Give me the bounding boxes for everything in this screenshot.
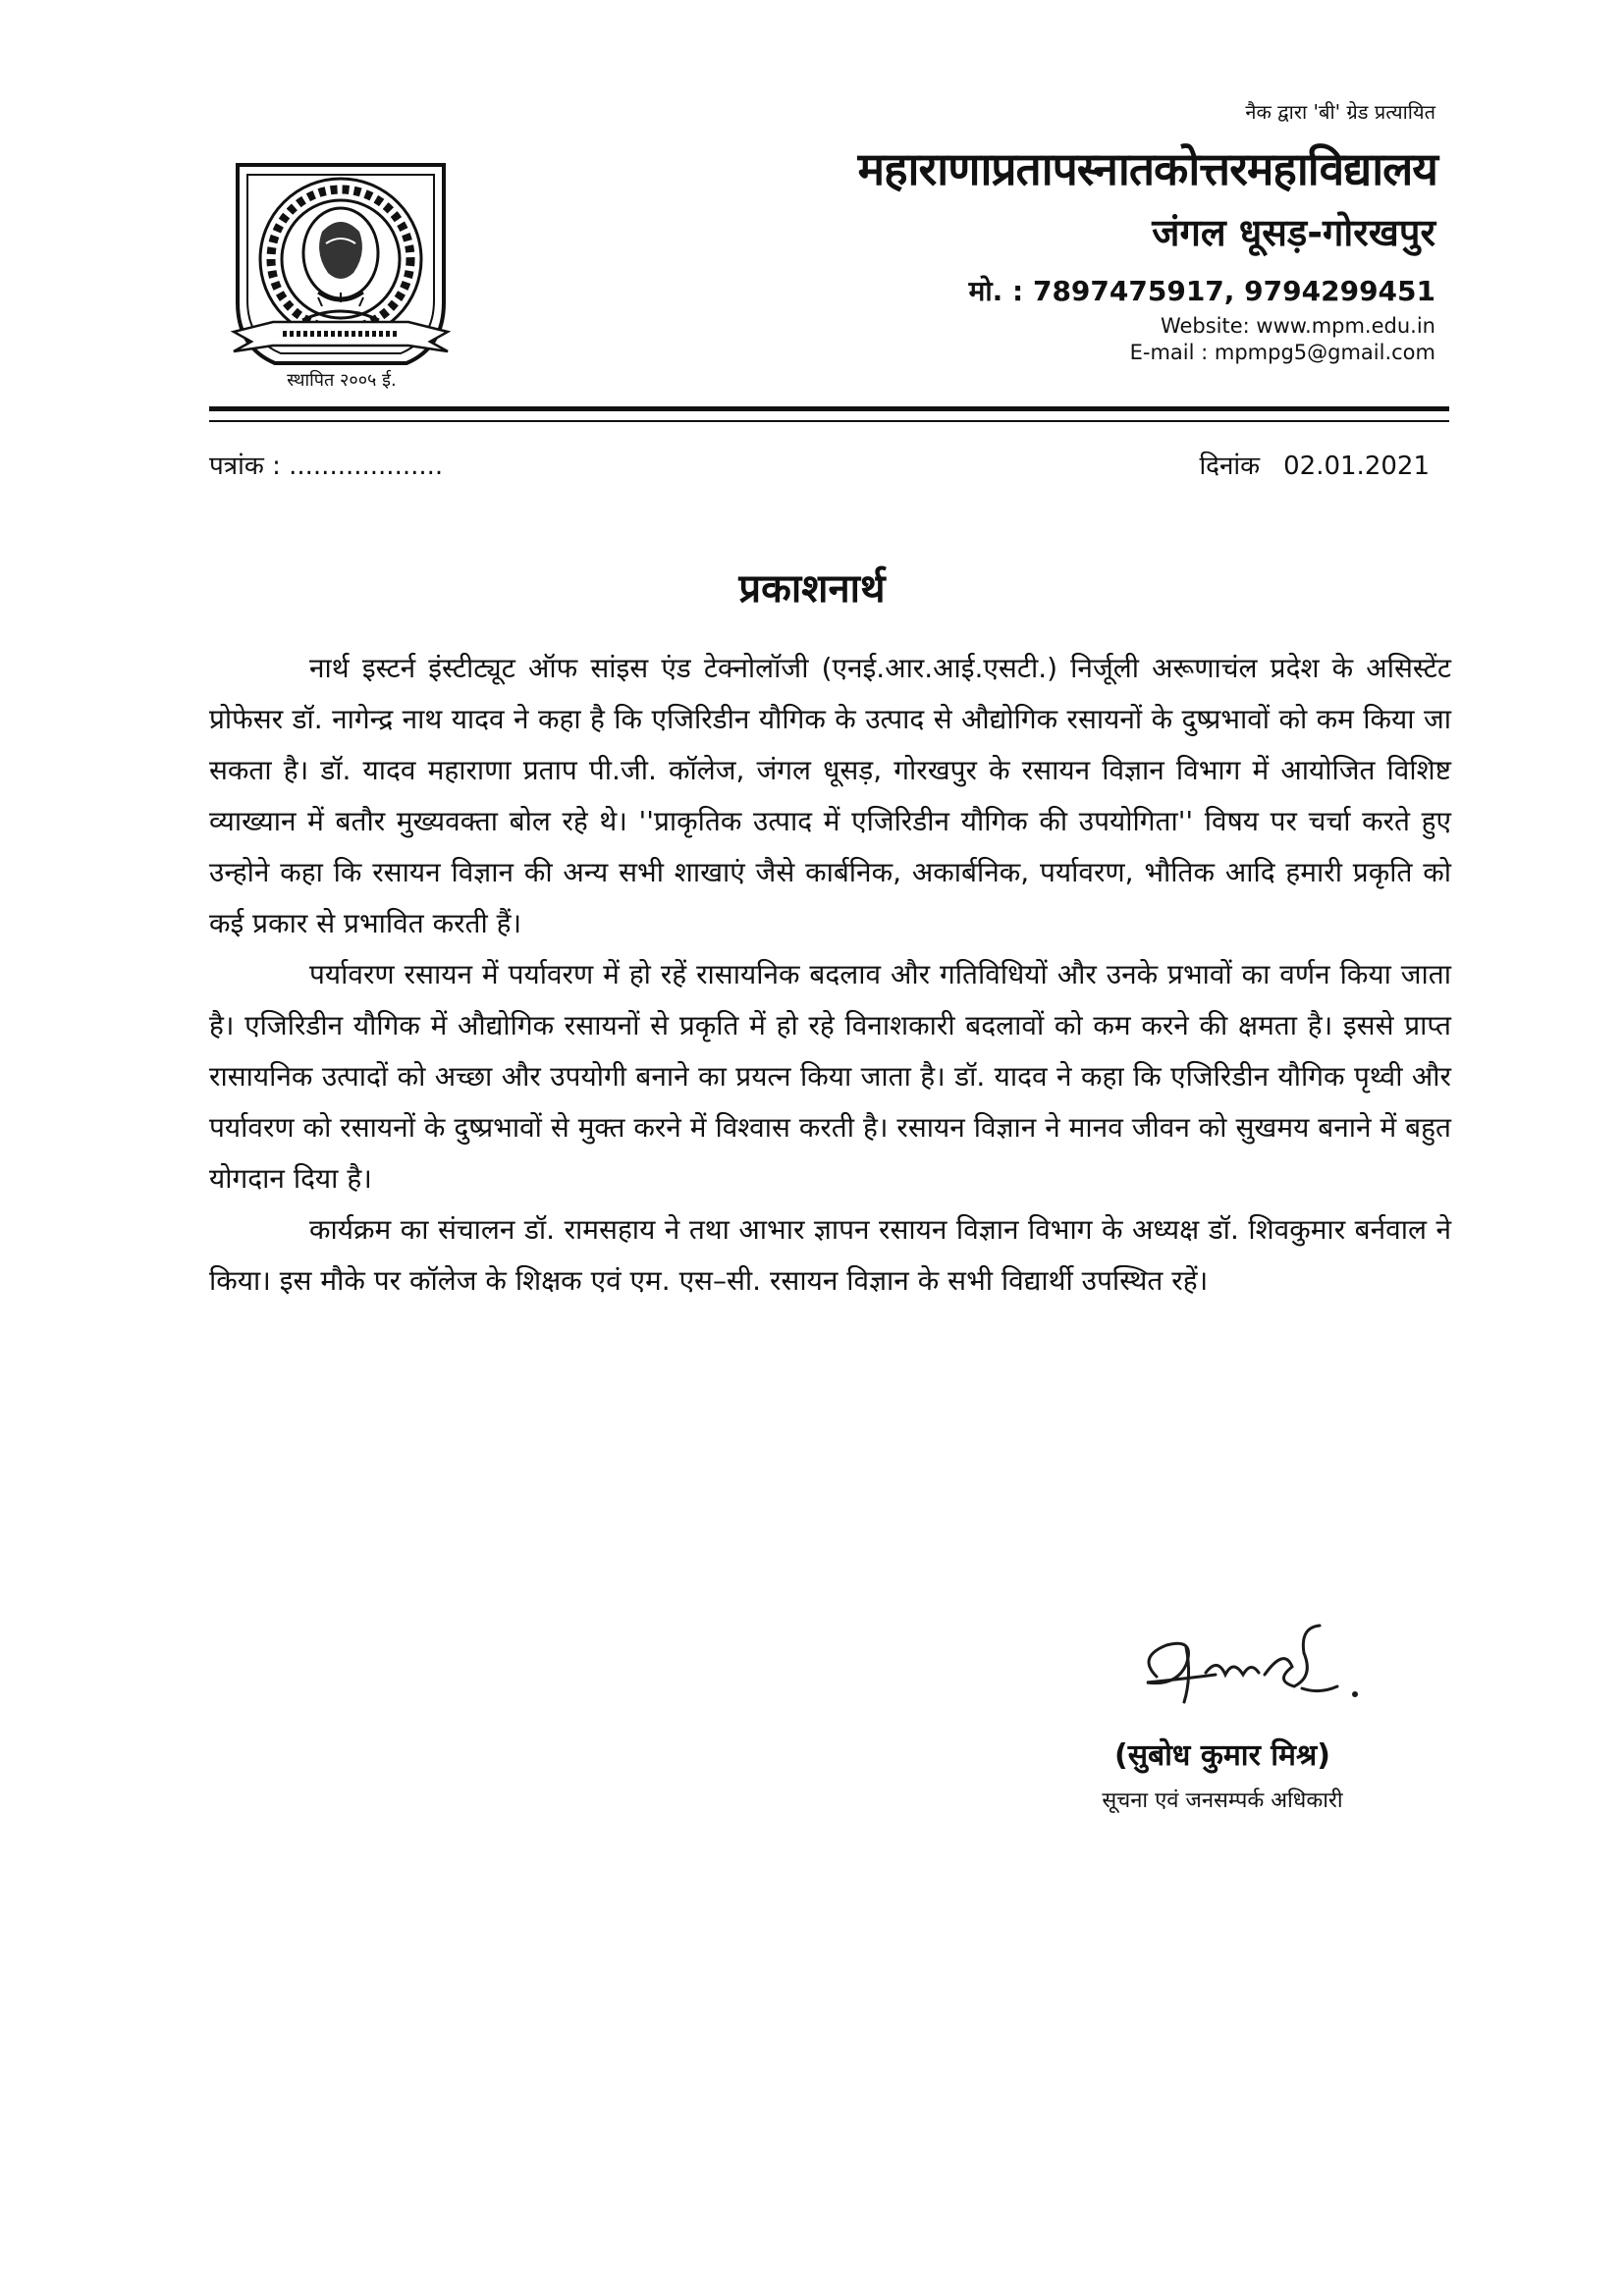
college-name: महाराणाप्रतापस्नातकोत्तरमहाविद्यालय bbox=[857, 142, 1437, 195]
email-link[interactable]: E-mail : mpmpg5@gmail.com bbox=[1129, 341, 1435, 364]
website-link[interactable]: Website: www.mpm.edu.in bbox=[1160, 314, 1435, 338]
date-label: दिनांक bbox=[1199, 452, 1261, 481]
header-divider-thin bbox=[209, 420, 1449, 422]
signatory-designation: सूचना एवं जनसम्पर्क अधिकारी bbox=[1102, 1789, 1343, 1813]
document-title: प्रकाशनार्थ bbox=[738, 566, 886, 612]
college-seal-logo bbox=[224, 155, 458, 397]
established-year: स्थापित २००५ ई. bbox=[287, 370, 397, 391]
header-divider-thick bbox=[209, 406, 1449, 411]
letter-date bbox=[1199, 447, 1430, 482]
date-value: 02.01.2021 bbox=[1283, 452, 1430, 481]
college-location: जंगल धूसड़-गोरखपुर bbox=[1152, 211, 1435, 254]
body-paragraph: कार्यक्रम का संचालन डॉ. रामसहाय ने तथा आभार ज्ञापन रसायन विज्ञान विभाग के अध्यक्ष डॉ. शिवकुमार बर्नवाल ने किया। इस मौके पर कॉलेज के शिक्षक एवं एम. एस–सी. रसायन विज्ञान के सभी विद्यार्थी उपस्थित रहें। bbox=[209, 1213, 1451, 1297]
signatory-name: (सुबोध कुमार मिश्र) bbox=[1114, 1738, 1330, 1773]
body-paragraph: पर्यावरण रसायन में पर्यावरण में हो रहें रासायनिक बदलाव और गतिविधियों और उनके प्रभावों का वर्णन किया जाता है। एजिरिडीन यौगिक में औद्योगिक रसायनों से प्रकृति में हो रहे विनाशकारी बदलावों को कम करने की क्षमता है। इससे प्राप्त रासायनिक उत्पादों को अच्छा और उपयोगी बनाने का प्रयत्न किया जाता है। डॉ. यादव ने कहा कि एजिरिडीन यौगिक पृथ्वी और पर्यावरण को रसायनों के दुष्प्रभावों से मुक्त करने में विश्वास करती है। रसायन विज्ञान ने मानव जीवन को सुखमय बनाने में बहुत योगदान दिया है। bbox=[209, 958, 1451, 1195]
handwritten-signature bbox=[1127, 1618, 1373, 1726]
phone-numbers: मो. : 7897475917, 9794299451 bbox=[968, 275, 1435, 307]
reference-label: पत्रांक : bbox=[209, 452, 281, 481]
body-paragraph: नार्थ इस्टर्न इंस्टीट्यूट ऑफ सांइस एंड टेक्नोलॉजी (एनई.आर.आई.एसटी.) निर्जूली अरूणाचंल प्रदेश के असिस्टेंट प्रोफेसर डॉ. नागेन्द्र नाथ यादव ने कहा है कि एजिरिडीन यौगिक के उत्पाद से औद्योगिक रसायनों के दुष्प्रभावों को कम किया जा सकता है। डॉ. यादव महाराणा प्रताप पी.जी. कॉलेज, जंगल धूसड़, गोरखपुर के रसायन विज्ञान विभाग में आयोजित विशिष्ट व्याख्यान में बतौर मुख्यवक्ता बोल रहे थे। ''प्राकृतिक उत्पाद में एजिरिडीन यौगिक की उपयोगिता'' विषय पर चर्चा करते हुए उन्होने कहा कि रसायन विज्ञान की अन्य सभी शाखाएं जैसे कार्बनिक, अकार्बनिक, पर्यावरण, भौतिक आदि हमारी प्रकृति को कई प्रकार से प्रभावित करती हैं। bbox=[209, 652, 1451, 939]
reference-value: ................... bbox=[289, 452, 444, 481]
reference-number bbox=[209, 447, 443, 482]
press-release-body bbox=[209, 643, 1451, 1307]
naac-accreditation: नैक द्वारा 'बी' ग्रेड प्रत्यायित bbox=[1245, 100, 1435, 124]
